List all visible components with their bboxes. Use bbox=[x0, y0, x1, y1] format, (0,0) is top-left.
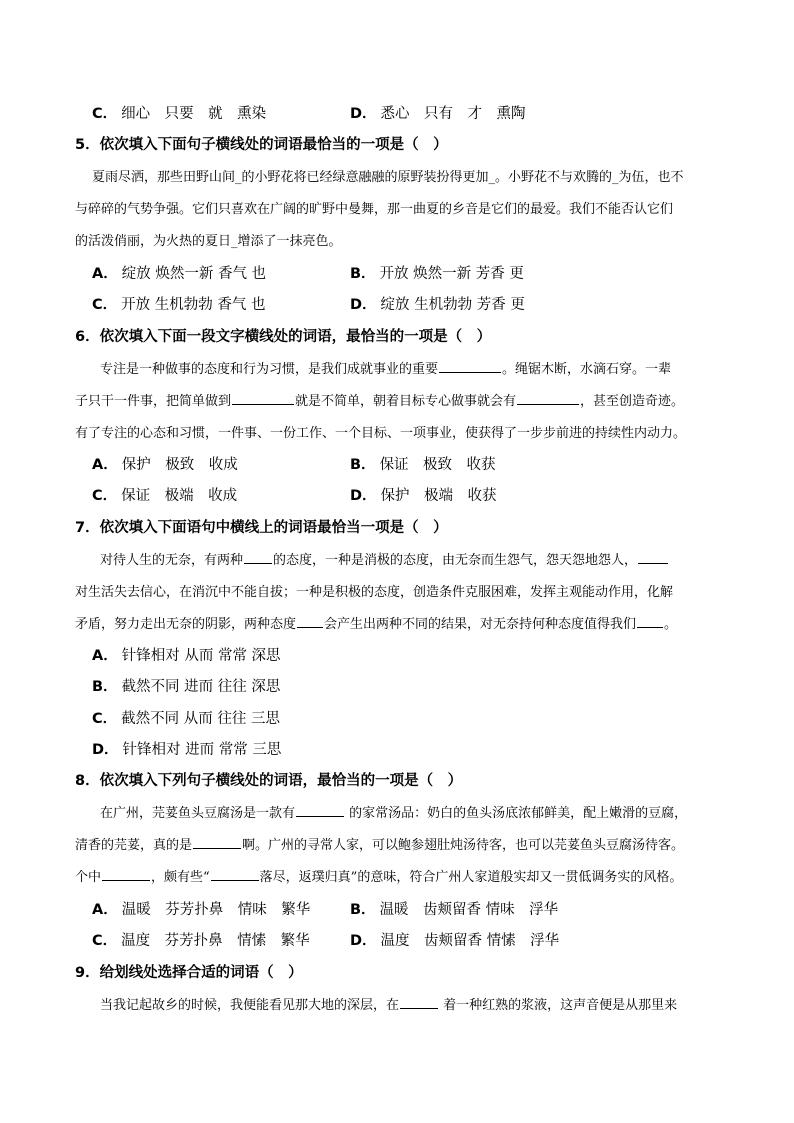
option-text: 温暖 齿颊留香 情味 浮华 bbox=[379, 902, 559, 918]
option-text: 截然不同 从而 往往 三思 bbox=[121, 711, 280, 727]
fill-blank bbox=[638, 562, 668, 564]
question-5-passage-line: 与碎碎的气势争强。它们只喜欢在广阔的旷野中曼舞，那一曲夏的乡音是它们的最爱。我们不能否认它们 bbox=[75, 202, 674, 217]
passage-text: 着一种红熟的浆液，这声音便是从那里来 bbox=[439, 998, 678, 1013]
passage-text: 落尽，返璞归真”的意味，符合广州人家道般实却又一贯低调务实的风格。 bbox=[259, 870, 683, 885]
question-9-passage-line bbox=[100, 994, 677, 1013]
option-text: 保护 极端 收获 bbox=[380, 488, 497, 504]
question-6-passage-line: 有了专注的心态和习惯，一件事、一份工作、一个目标、一项事业，使获得了一步步前进的持续性内动力。 bbox=[75, 426, 687, 441]
question-7-passage-line bbox=[100, 549, 669, 568]
option-text: 绽放 焕然一新 香气 也 bbox=[121, 266, 267, 282]
option-label: A． bbox=[92, 902, 118, 918]
q7-option-d[interactable] bbox=[92, 738, 281, 759]
question-5-passage-line: 夏雨尽洒，那些田野山间_的小野花将已经绿意融融的原野装扮得更加_。小野花不与欢腾的_为伍，也不 bbox=[92, 170, 684, 185]
passage-text: 矛盾，努力走出无奈的阴影，两种态度 bbox=[75, 617, 297, 632]
passage-text: 啊。广州的寻常人家，可以鲍参翅肚炖汤待客，也可以芫荽鱼头豆腐汤待客。 bbox=[242, 838, 685, 853]
question-7-passage-line: 对生活失去信心，在消沉中不能自拔；一种是积极的态度，创造条件克服困难，发挥主观能动作用，化解 bbox=[75, 585, 674, 600]
q4-option-c[interactable] bbox=[92, 102, 266, 123]
passage-text: 对待人生的无奈，有两种 bbox=[100, 553, 244, 568]
question-6-stem: 6．依次填入下面一段文字横线处的词语，最恰当的一项是（ ） bbox=[75, 329, 492, 345]
option-text: 保证 极端 收成 bbox=[121, 488, 238, 504]
option-label: C． bbox=[92, 297, 118, 313]
fill-blank bbox=[232, 403, 294, 405]
passage-text: 的态度，一种是消极的态度，由无奈而生怨气，怨天怨地怨人， bbox=[273, 553, 638, 568]
question-8-passage-line bbox=[75, 834, 684, 853]
q5-option-b[interactable] bbox=[350, 262, 524, 283]
option-label: B． bbox=[350, 266, 376, 282]
question-6-passage-line bbox=[100, 358, 671, 377]
option-label: D． bbox=[350, 933, 377, 949]
question-5-passage-line: 的活泼俏丽，为火热的夏日_增添了一抹亮色。 bbox=[75, 234, 342, 249]
q8-option-b[interactable] bbox=[350, 898, 558, 919]
passage-text: 会产生出两种不同的结果，对无奈持何种态度值得我们 bbox=[324, 617, 637, 632]
option-label: B． bbox=[350, 457, 376, 473]
option-text: 针锋相对 从而 常常 深思 bbox=[121, 648, 281, 664]
option-label: D． bbox=[92, 742, 119, 758]
q5-option-c[interactable] bbox=[92, 293, 265, 314]
option-text: 针锋相对 进而 常常 三思 bbox=[122, 742, 282, 758]
passage-text: 专注是一种做事的态度和行为习惯，是我们成就事业的重要 bbox=[100, 362, 439, 377]
option-label: D． bbox=[350, 297, 377, 313]
option-text: 温暖 芬芳扑鼻 情味 繁华 bbox=[121, 902, 311, 918]
passage-text: 在广州，芫荽鱼头豆腐汤是一款有 bbox=[100, 806, 296, 821]
fill-blank bbox=[637, 626, 663, 628]
fill-blank bbox=[296, 815, 344, 817]
option-label: C． bbox=[92, 106, 118, 122]
passage-text: 个中 bbox=[75, 870, 102, 885]
option-label: A． bbox=[92, 457, 118, 473]
option-text: 截然不同 进而 往往 深思 bbox=[121, 679, 281, 695]
option-label: C． bbox=[92, 711, 118, 727]
passage-text: 就是不简单，朝着目标专心做事就会有 bbox=[295, 394, 517, 409]
q6-option-a[interactable] bbox=[92, 453, 238, 474]
q8-option-a[interactable] bbox=[92, 898, 310, 919]
option-text: 绽放 生机勃勃 芳香 更 bbox=[380, 297, 525, 313]
passage-text: 。绳锯木断，水滴石穿。一辈 bbox=[502, 362, 672, 377]
option-label: D． bbox=[350, 488, 377, 504]
question-8-passage-line bbox=[75, 866, 682, 885]
fill-blank bbox=[400, 1007, 438, 1009]
fill-blank bbox=[193, 847, 241, 849]
option-text: 开放 焕然一新 芳香 更 bbox=[379, 266, 524, 282]
q4-option-d[interactable] bbox=[350, 102, 526, 123]
option-text: 开放 生机勃勃 香气 也 bbox=[121, 297, 266, 313]
fill-blank bbox=[517, 403, 579, 405]
question-7-stem: 7．依次填入下面语句中横线上的词语最恰当一项是（ ） bbox=[75, 520, 448, 536]
fill-blank bbox=[439, 371, 501, 373]
fill-blank bbox=[244, 562, 272, 564]
option-text: 温度 芬芳扑鼻 情愫 繁华 bbox=[121, 933, 310, 949]
passage-text: 的家常汤品：奶白的鱼头汤底浓郁鲜美，配上嫩滑的豆腐， bbox=[345, 806, 688, 821]
q6-option-d[interactable] bbox=[350, 484, 497, 505]
passage-text: 子只干一件事，把简单做到 bbox=[75, 394, 232, 409]
option-label: B． bbox=[350, 902, 376, 918]
passage-text: ，甚至创造奇迹。 bbox=[580, 394, 685, 409]
question-6-passage-line bbox=[75, 390, 684, 409]
q5-option-d[interactable] bbox=[350, 293, 525, 314]
fill-blank bbox=[211, 879, 259, 881]
q8-option-c[interactable] bbox=[92, 929, 310, 950]
option-label: D． bbox=[350, 106, 377, 122]
fill-blank bbox=[297, 626, 323, 628]
option-label: C． bbox=[92, 933, 118, 949]
q6-option-b[interactable] bbox=[350, 453, 496, 474]
fill-blank bbox=[102, 879, 150, 881]
option-text: 保证 极致 收获 bbox=[379, 457, 496, 473]
option-text: 温度 齿颊留香 情愫 浮华 bbox=[380, 933, 560, 949]
passage-text: ，颇有些“ bbox=[151, 870, 210, 885]
option-label: A． bbox=[92, 648, 118, 664]
question-5-stem: 5．依次填入下面句子横线处的词语最恰当的一项是（ ） bbox=[75, 137, 448, 153]
option-text: 保护 极致 收成 bbox=[121, 457, 238, 473]
passage-text: 清香的芫荽，真的是 bbox=[75, 838, 193, 853]
q7-option-c[interactable] bbox=[92, 707, 280, 728]
q7-option-a[interactable] bbox=[92, 644, 281, 665]
question-8-passage-line bbox=[100, 802, 687, 821]
question-8-stem: 8．依次填入下列句子横线处的词语，最恰当的一项是（ ） bbox=[75, 773, 463, 789]
option-label: C． bbox=[92, 488, 118, 504]
q6-option-c[interactable] bbox=[92, 484, 237, 505]
option-text: 悉心 只有 才 熏陶 bbox=[380, 106, 526, 122]
q5-option-a[interactable] bbox=[92, 262, 266, 283]
question-7-passage-line bbox=[75, 613, 677, 632]
question-9-stem: 9．给划线处选择合适的词语（ ） bbox=[75, 965, 303, 981]
option-label: A． bbox=[92, 266, 118, 282]
option-label: B． bbox=[92, 679, 118, 695]
option-text: 细心 只要 就 熏染 bbox=[121, 106, 267, 122]
passage-text: 当我记起故乡的时候，我便能看见那大地的深层，在 bbox=[100, 998, 400, 1013]
q7-option-b[interactable] bbox=[92, 675, 280, 696]
q8-option-d[interactable] bbox=[350, 929, 559, 950]
passage-text: 。 bbox=[664, 617, 678, 632]
